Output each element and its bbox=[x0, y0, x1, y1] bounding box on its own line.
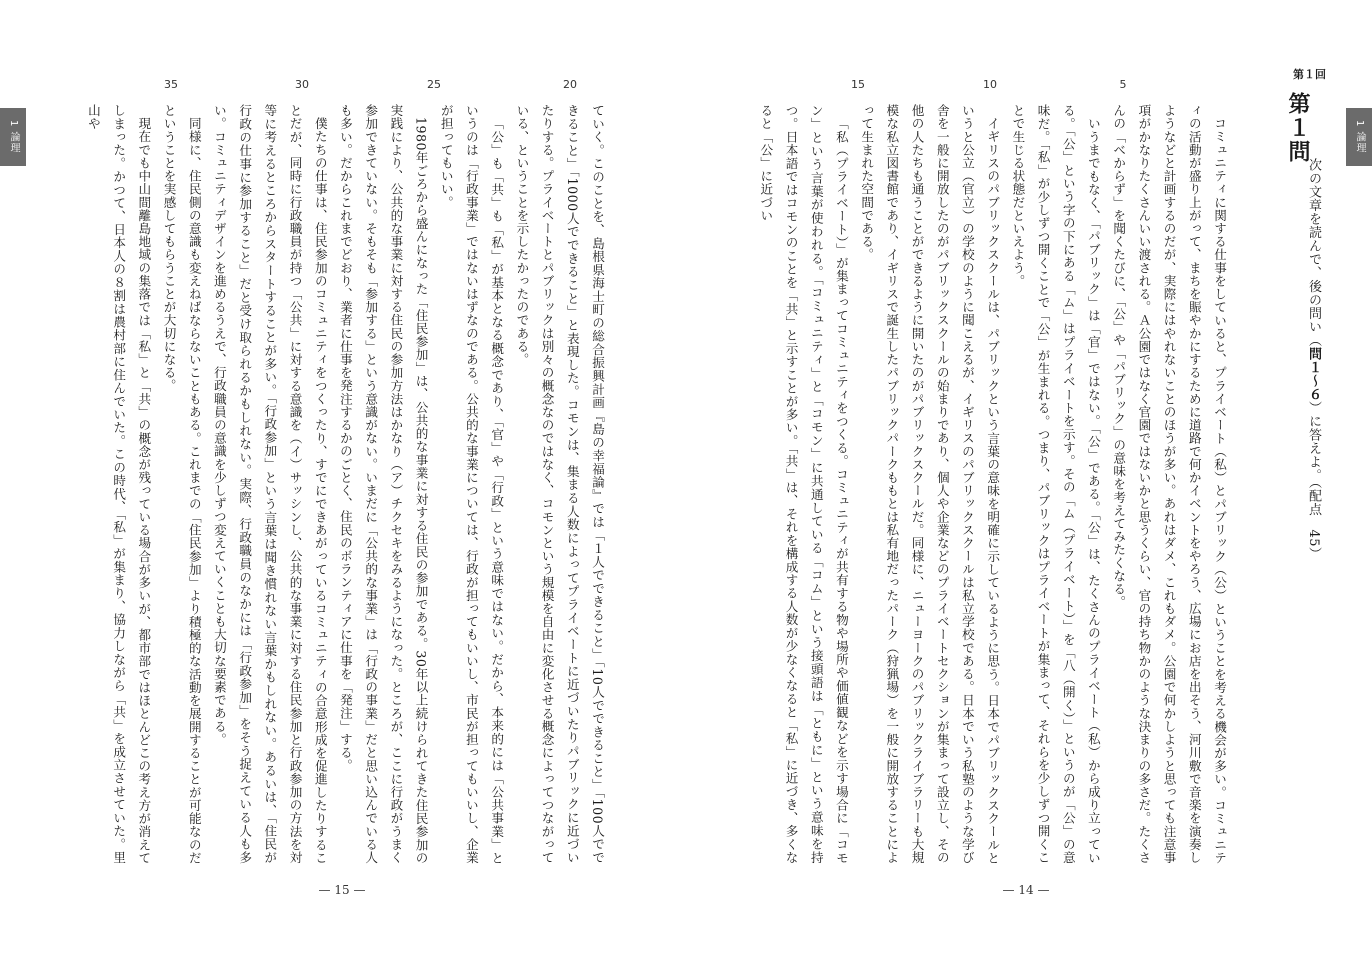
side-tab-right bbox=[1346, 108, 1372, 166]
instruction-text: 次の文章を読んで、後の問い（ bbox=[1306, 158, 1321, 347]
paragraph: 僕たちの仕事は、住民参加のコミュニティをつくったり、すでにできあがっているコミュニティの合意形成を促進したりすることだが、同時に行政職員が持つ「公共」に対する意識を（イ）サッシンし、公共的な事業に対する住民参加と行政参加の方法を対等に考えるところからスタートすることが多い。「行政参加」という言葉は聞き慣れない言葉かもしれない。あるいは、「住民が行政の仕事に参加すること」だと受け取られるかもしれない。実際、行政職員のなかには「行政参加」をそう捉えている人も多い。コミュニティデザインを進めるうえで、行政職員の意識を少しずつ変えていくことも大切な要素である。 bbox=[211, 104, 328, 864]
question-range: 問１〜６ bbox=[1306, 347, 1321, 401]
paragraph: 1980年ごろから盛んになった「住民参加」は、公共的な事業に対する住民の参加である。30年以上続けられてきた住民参加の実践により、公共的な事業に対する住民の参加方法はかなり（ア）チクセキをみるようになった。ところが、ここに行政がうまく参加できていない。そもそも「参加する」という意識がない。いまだに「公共的な事業」は「行政の事業」だと思い込んでいる人も多い。だからこれまでどおり、業者に仕事を発注するかのごとく、住民のボランティアに仕事を「発注」する。 bbox=[337, 104, 429, 864]
line-number: 5 bbox=[1119, 78, 1127, 91]
line-number: 25 bbox=[427, 78, 441, 91]
question-header bbox=[1246, 66, 1326, 866]
paragraph: 同様に、住民側の意識も変えねばならないこともある。これまでの「住民参加」より積極的な活動を展開することが可能なのだということを実感してもらうことが大切になる。 bbox=[161, 104, 202, 864]
line-number: 15 bbox=[851, 78, 865, 91]
line-number: 30 bbox=[295, 78, 309, 91]
side-tab-label: 1 論理 bbox=[8, 120, 19, 154]
line-number: 20 bbox=[563, 78, 577, 91]
paragraph: 現在でも中山間離島地域の集落では「私」と「共」の概念が残っている場合が多いが、都市部ではほとんどこの考え方が消えてしまった。かつて、日本人の８割は農村部に住んでいた。この時代、「私」が集まり、協力しながら「共」を成立させていた。里山や bbox=[85, 104, 152, 864]
side-tab-label: 1 論理 bbox=[1354, 120, 1365, 154]
body-text-left bbox=[85, 104, 610, 864]
body-text-right bbox=[758, 104, 1232, 864]
line-number: 10 bbox=[983, 78, 997, 91]
paragraph: コミュニティに関する仕事をしていると、プライベート（私）とパブリック（公）ということを考える機会が多い。コミュニティの活動が盛り上がって、まちを賑やかにするために道路で何かイベントをやろう、広場にお店を出そう、河川敷で音楽を演奏しようなどと計画するのだが、実際にはやれないことのほうが多い。あれはダメ、これもダメ。公園で何かしようと思っても注意事項がかなりたくさんいい渡される。Ａ公園ではなく官園ではないかと思うくらい、官の持ち物かのような決まりの多さだ。たくさんの「べからず」を聞くたびに、「公」や「パブリック」の意味を考えてみたくなる。 bbox=[1111, 104, 1227, 864]
right-page bbox=[686, 0, 1372, 971]
page-number: — 15 — bbox=[318, 883, 366, 897]
paragraph: イギリスのパブリックスクールは、パブリックという言葉の意味を明確に示しているように思う。日本でパブリックスクールというと公立（官立）の学校のように聞こえるが、イギリスのパブリックスクールは私立学校である。日本でいう私塾のような学び舎を一般に開放したのがパブリックスクールの始まりであり、個人や企業などのプライベートセクションが集まって設立し、その他の人たちも通うことができるように開いたのがパブリックスクールだ。同様に、ニューヨークのパブリックライブラリーも大規模な私立図書館であり、イギリスで誕生したパブリックパークももとは私有地だったパーク（狩猟場）を一般に開放することによって生まれた空間である。 bbox=[859, 104, 1001, 864]
round-label: 第１回 bbox=[1293, 68, 1326, 81]
line-number: 35 bbox=[164, 78, 178, 91]
page-number: — 14 — bbox=[1002, 883, 1050, 897]
instruction-text: ）に答えよ。（配点 45） bbox=[1306, 401, 1321, 561]
question-number: 第１問 bbox=[1285, 92, 1310, 164]
side-tab-left bbox=[0, 108, 26, 166]
paragraph: いうまでもなく、「パブリック」は「官」ではない。「公」である。「公」は、たくさんのプライベート（私）から成り立っている。「公」という字の下にある「ム」はプライベートを示す。その「ム（プライベート）」を「八（開く）」というのが「公」の意味だ。「私」が少しずつ開くことで「公」が生まれる。つまり、パブリックはプライベートが集まって、それらを少しずつ開くことで生じる状態だといえよう。 bbox=[1010, 104, 1101, 864]
question-instruction bbox=[1304, 158, 1322, 678]
paragraph: 「私（プライベート）」が集まってコミュニティをつくる。コミュニティが共有する物や場所や価値観などを示す場合に「コモン」という言葉が使われる。「コミュニティ」と「コモン」に共通している「コム」という接頭語は「ともに」という意味を持つ。日本語ではコモンのことを「共」と示すことが多い。「共」は、それを構成する人数が少なくなると「私」に近づき、多くなると「公」に近づい bbox=[758, 104, 849, 864]
paragraph: 「公」も「共」も「私」が基本となる概念であり、「官」や「行政」という意味ではない。だから、本来的には「公共事業」というのは「行政事業」ではないはずなのである。公共的な事業については、行政が担ってもいいし、市民が担ってもいいし、企業が担ってもいい。 bbox=[438, 104, 505, 864]
paragraph: ていく。このことを、島根県海士町の総合振興計画『島の幸福論』では「１人でできること」「10人でできること」「100人でできること」「1000人でできること」と表現した。コモンは、集まる人数によってプライベートに近づいたりパブリックに近づいたりする。プライベートとパブリックは別々の概念なのではなく、コモンという規模を自由に変化させる概念によってつながっている、ということを示したかったのである。 bbox=[514, 104, 605, 864]
